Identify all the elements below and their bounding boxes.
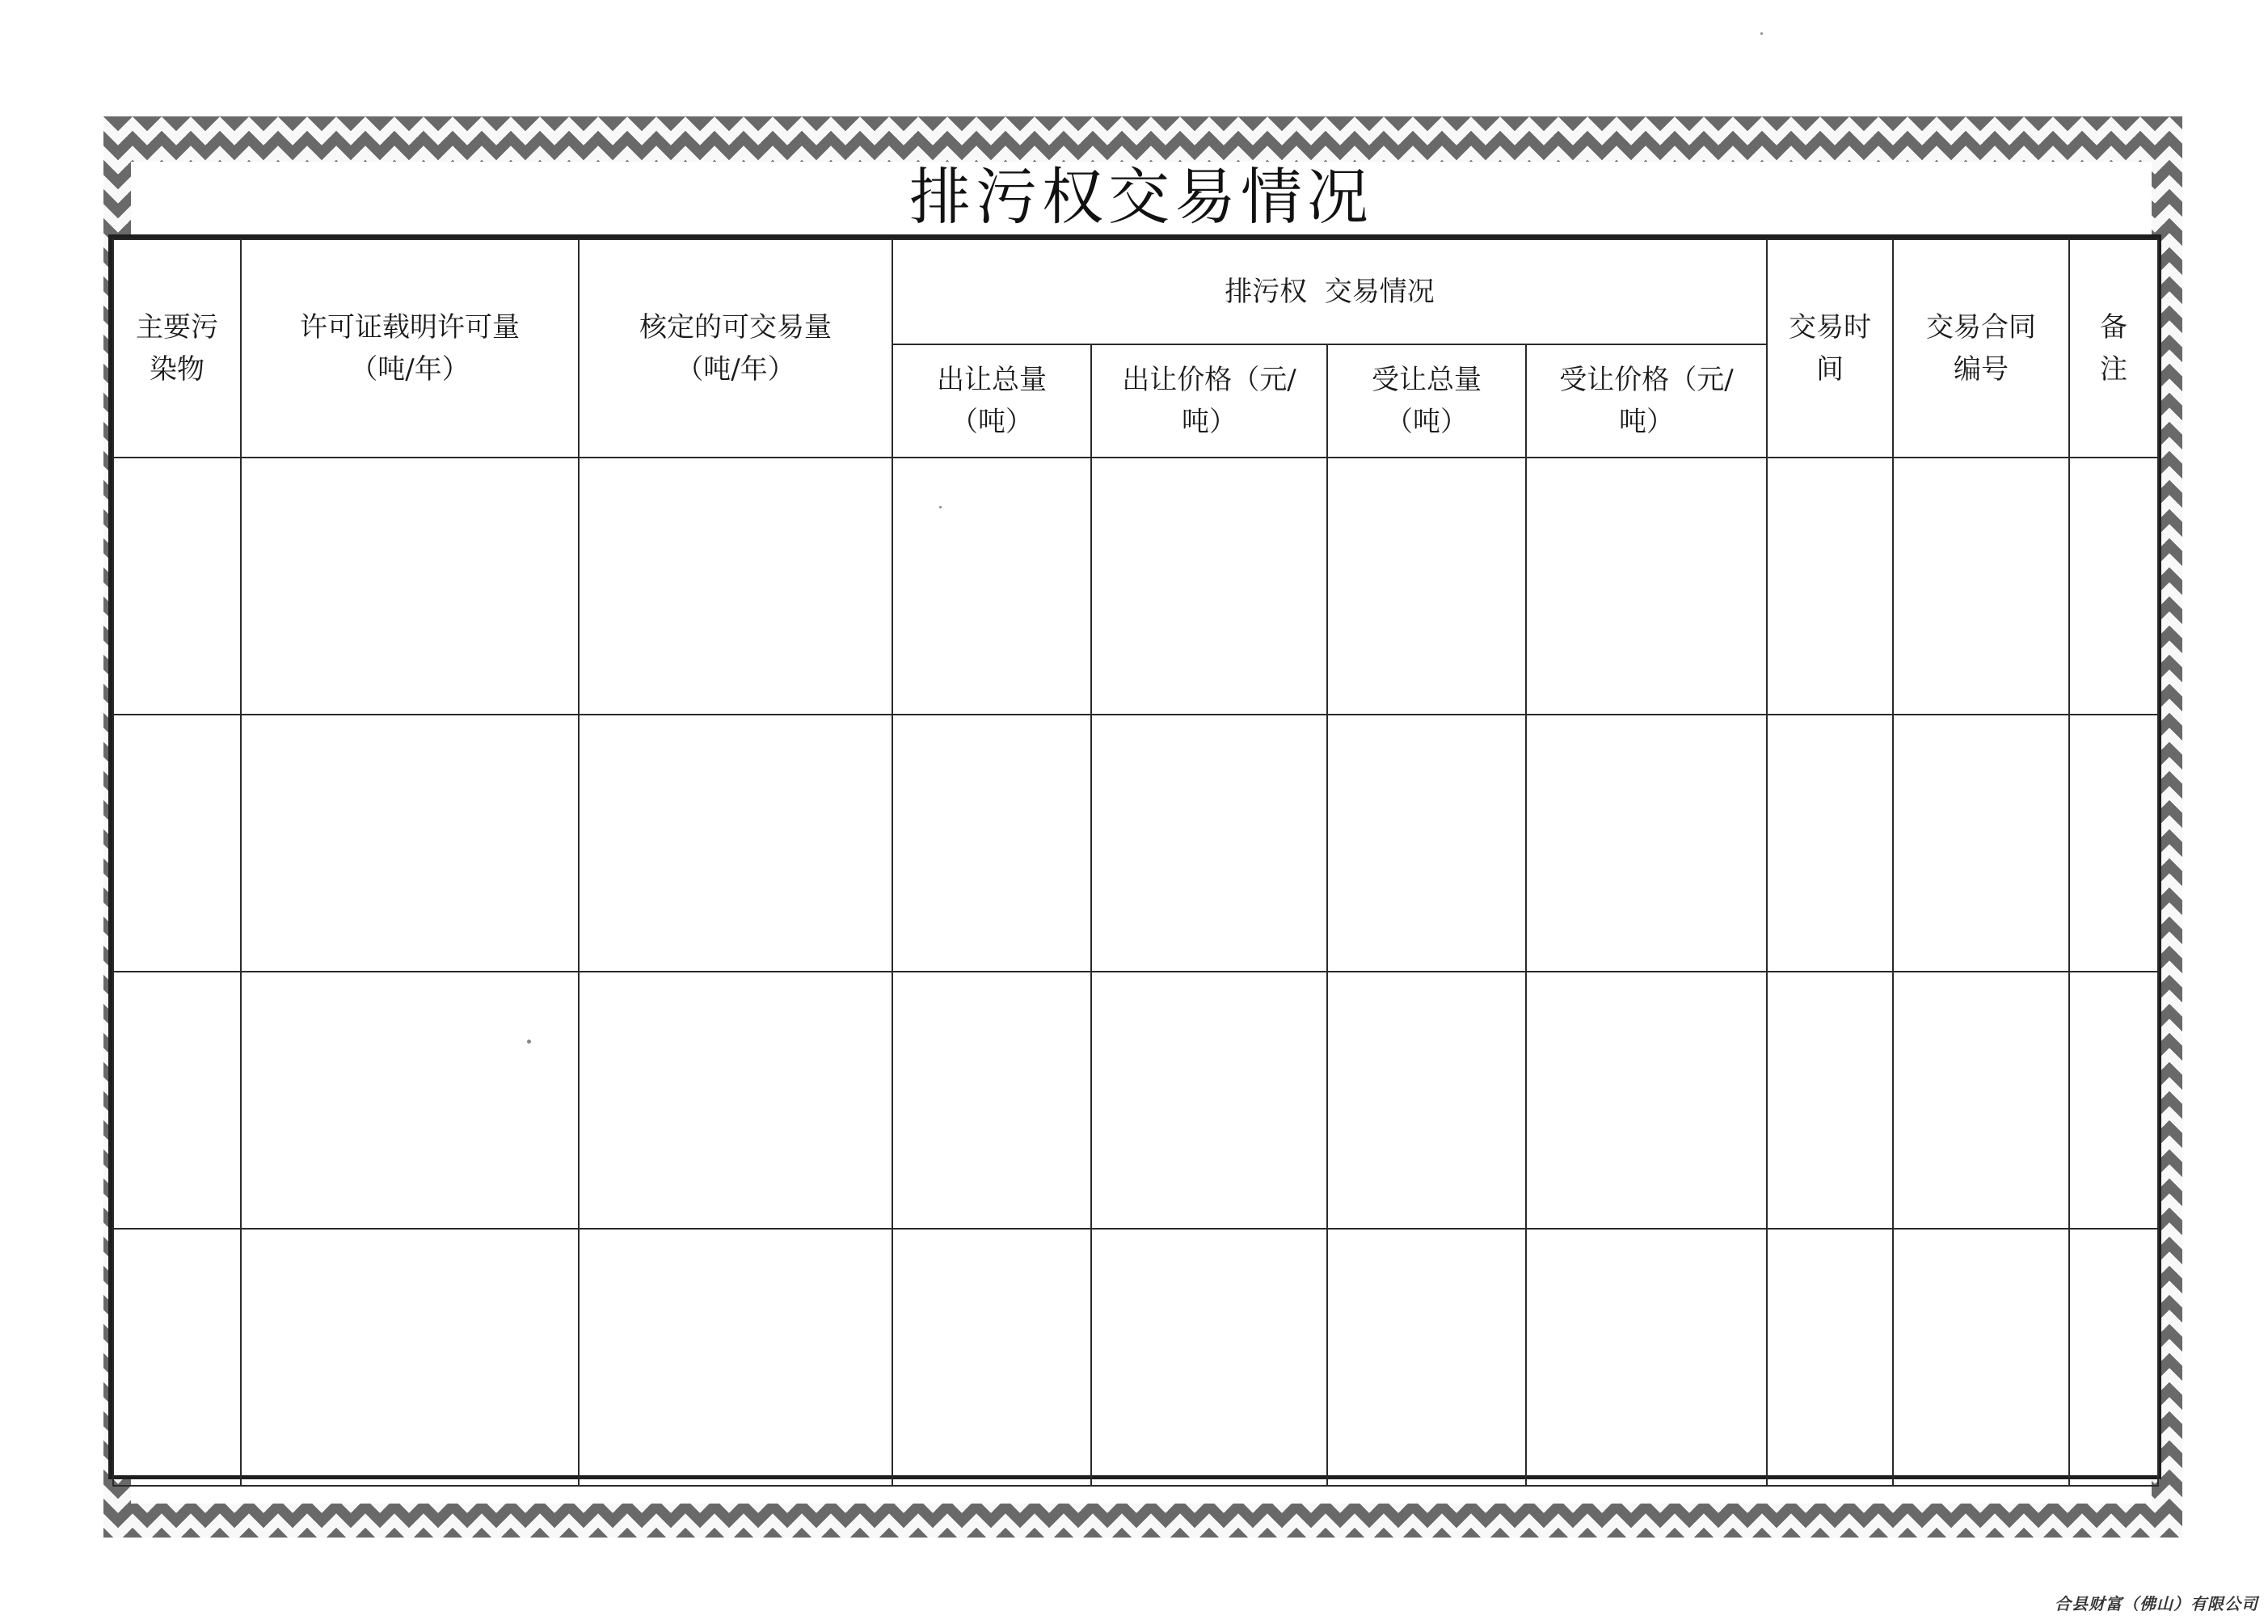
table-cell[interactable]: [113, 458, 241, 715]
header-transfer-in-price: 受让价格（元/ 吨）: [1526, 344, 1767, 458]
table-cell[interactable]: [241, 458, 579, 715]
header-transfer-in-total: 受让总量 （吨）: [1327, 344, 1526, 458]
header-contract-no: 交易合同 编号: [1893, 239, 2069, 458]
header-trade-group: 排污权 交易情况: [892, 239, 1767, 344]
table-cell[interactable]: [1327, 458, 1526, 715]
table-cell[interactable]: [1893, 1229, 2069, 1486]
table-row: [113, 458, 2158, 715]
table-cell[interactable]: [1526, 458, 1767, 715]
table-cell[interactable]: [2069, 458, 2158, 715]
table-cell[interactable]: [1893, 458, 2069, 715]
table-cell[interactable]: [1327, 972, 1526, 1229]
table-cell[interactable]: [1526, 1229, 1767, 1486]
trade-table: [112, 238, 2159, 1487]
table-cell[interactable]: [892, 458, 1091, 715]
table-cell[interactable]: [1091, 1229, 1327, 1486]
table-cell[interactable]: [579, 458, 892, 715]
table-cell[interactable]: [1091, 972, 1327, 1229]
header-row-group: [113, 239, 2158, 344]
table-cell[interactable]: [1327, 1229, 1526, 1486]
table-cell[interactable]: [1893, 715, 2069, 972]
table-cell[interactable]: [1893, 972, 2069, 1229]
table-cell[interactable]: [241, 715, 579, 972]
table-cell[interactable]: [2069, 972, 2158, 1229]
header-trade-time: 交易时 间: [1767, 239, 1893, 458]
table-cell[interactable]: [1526, 715, 1767, 972]
footer-company-note: 合县财富（佛山）有限公司: [2055, 1594, 2258, 1613]
header-tradable-amount: 核定的可交易量 （吨/年）: [579, 239, 892, 458]
table-cell[interactable]: [113, 972, 241, 1229]
table-cell[interactable]: [579, 715, 892, 972]
table-cell[interactable]: [1526, 972, 1767, 1229]
scan-speck: [939, 506, 942, 508]
scan-speck: [1760, 32, 1763, 35]
trade-table-container: [108, 234, 2161, 1479]
table-cell[interactable]: [579, 972, 892, 1229]
header-remarks: 备 注: [2069, 239, 2158, 458]
table-cell[interactable]: [1091, 458, 1327, 715]
table-cell[interactable]: [241, 1229, 579, 1486]
header-permit-amount: 许可证载明许可量 （吨/年）: [241, 239, 579, 458]
table-cell[interactable]: [1767, 458, 1893, 715]
table-cell[interactable]: [1091, 715, 1327, 972]
table-cell[interactable]: [1767, 972, 1893, 1229]
table-row: [113, 715, 2158, 972]
table-cell[interactable]: [113, 1229, 241, 1486]
table-cell[interactable]: [892, 1229, 1091, 1486]
scan-speck: [527, 1040, 531, 1044]
header-pollutant: 主要污 染物: [113, 239, 241, 458]
table-cell[interactable]: [2069, 715, 2158, 972]
table-cell[interactable]: [1767, 1229, 1893, 1486]
table-cell[interactable]: [241, 972, 579, 1229]
table-cell[interactable]: [1327, 715, 1526, 972]
table-cell[interactable]: [2069, 1229, 2158, 1486]
table-row: [113, 1229, 2158, 1486]
table-cell[interactable]: [1767, 715, 1893, 972]
table-cell[interactable]: [892, 715, 1091, 972]
header-transfer-out-price: 出让价格（元/ 吨）: [1091, 344, 1327, 458]
table-row: [113, 972, 2158, 1229]
page-title: 排污权交易情况: [909, 161, 1373, 233]
table-cell[interactable]: [113, 715, 241, 972]
table-cell[interactable]: [892, 972, 1091, 1229]
table-cell[interactable]: [579, 1229, 892, 1486]
header-transfer-out-total: 出让总量 （吨）: [892, 344, 1091, 458]
